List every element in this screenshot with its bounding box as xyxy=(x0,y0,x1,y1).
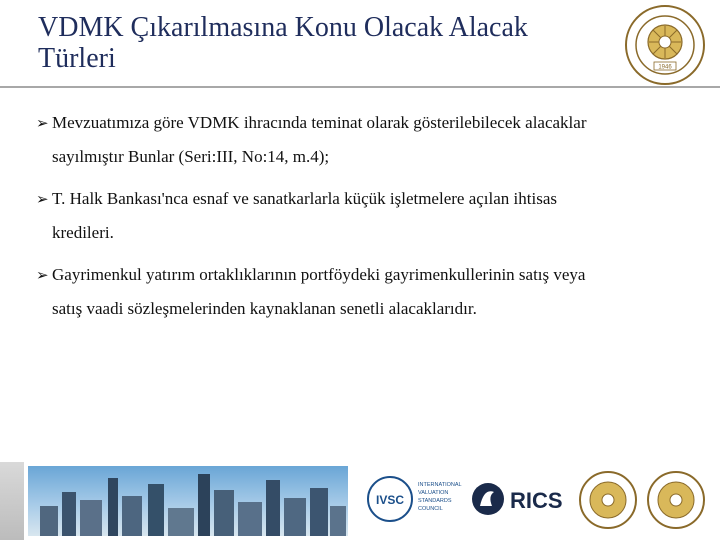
ivsc-line1: INTERNATIONAL xyxy=(418,482,462,488)
ivsc-logo-icon xyxy=(368,477,462,521)
bullet-list xyxy=(38,106,686,334)
slide-title: VDMK Çıkarılmasına Konu Olacak Alacak Türleri xyxy=(38,12,528,74)
bullet-item xyxy=(38,182,686,250)
rics-logo-icon xyxy=(472,483,563,515)
footer-side-bar xyxy=(0,462,24,540)
arrow-bullet-icon: ➢ xyxy=(36,190,49,208)
bullet-text: satış vaadi sözleşmelerinden kaynaklanan senetli alacaklarıdır. xyxy=(52,299,477,318)
ankara-seal-small-icon xyxy=(648,472,704,528)
rics-text: RICS xyxy=(510,488,563,513)
ivsc-abbr: IVSC xyxy=(375,493,405,507)
bullet-text: T. Halk Bankası'nca esnaf ve sanatkarlarla küçük işletmelere açılan ihtisas xyxy=(52,189,557,208)
ivsc-line4: COUNCIL xyxy=(418,506,443,512)
bullet-text: kredileri. xyxy=(52,223,114,242)
footer-banner xyxy=(0,462,720,540)
bullet-item xyxy=(38,258,686,326)
title-divider xyxy=(0,86,720,88)
city-skyline-image xyxy=(28,466,348,536)
bullet-text: sayılmıştır Bunlar (Seri:III, No:14, m.4); xyxy=(52,147,330,166)
ivsc-line2: VALUATION xyxy=(418,490,449,496)
bullet-text: Mevzuatımıza göre VDMK ihracında teminat olarak gösterilebilecek alacaklar xyxy=(52,113,587,132)
bullet-item xyxy=(38,106,686,174)
svg-text:1946: 1946 xyxy=(658,64,672,71)
bullet-text: Gayrimenkul yatırım ortaklıklarının portföydeki gayrimenkullerinin satış veya xyxy=(52,265,586,284)
ivsc-line3: STANDARDS xyxy=(418,498,452,504)
arrow-bullet-icon: ➢ xyxy=(36,266,49,284)
partner-logos xyxy=(360,466,720,536)
ankara-seal-small-icon xyxy=(580,472,636,528)
arrow-bullet-icon: ➢ xyxy=(36,114,49,132)
ankara-university-seal-icon xyxy=(624,4,706,86)
